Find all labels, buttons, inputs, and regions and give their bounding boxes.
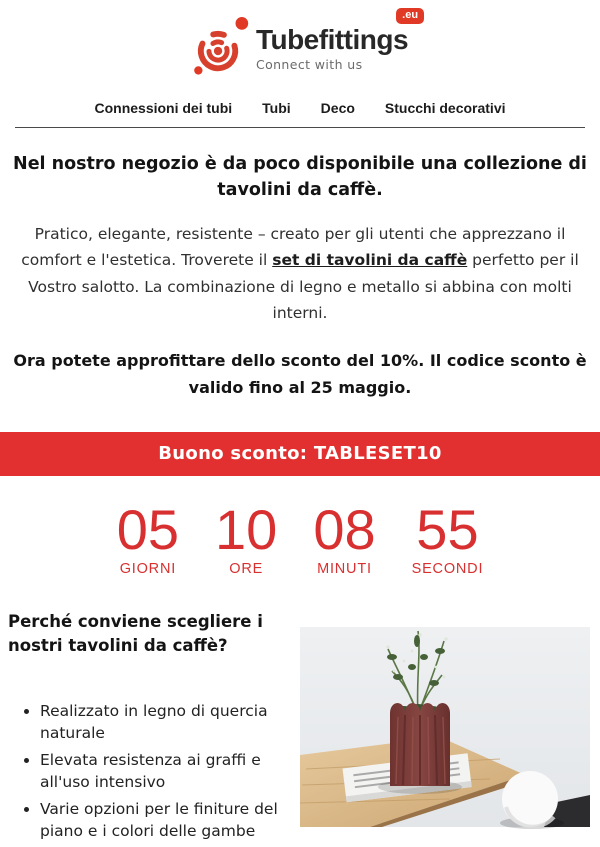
coupon-code-text: Buono sconto: TABLESET10 <box>158 443 442 465</box>
main-nav <box>0 100 600 116</box>
brand-logo-link[interactable] <box>192 9 419 76</box>
countdown-days <box>116 497 180 577</box>
product-photo[interactable] <box>300 627 590 827</box>
brand-wordmark: Tubefittings <box>255 24 409 55</box>
countdown-seconds-value: 55 <box>416 497 479 561</box>
benefits-item: • Realizzato in legno di quercia naturale <box>40 700 294 744</box>
countdown-minutes-label: MINUTI <box>317 560 372 577</box>
nav-item-tubi[interactable]: Tubi <box>262 100 291 116</box>
countdown-seconds-label: SECONDI <box>411 560 484 577</box>
header <box>0 0 600 76</box>
benefits-list <box>8 700 294 842</box>
intro-headline: Nel nostro negozio è da poco disponibile una collezione di tavolini da caffè. <box>13 154 587 201</box>
intro-paragraph <box>12 221 588 328</box>
countdown-minutes-value: 08 <box>313 497 376 561</box>
header-divider <box>15 127 585 128</box>
brand-eu-badge: .eu <box>396 8 424 24</box>
brand-tagline: Connect with us <box>255 57 363 72</box>
countdown-hours-value: 10 <box>215 497 278 561</box>
countdown-seconds <box>411 497 484 577</box>
discount-text: Ora potete approfittare dello sconto del 10%. Il codice sconto è valido fino al 25 maggio. <box>13 351 587 397</box>
benefits-column <box>0 610 300 847</box>
coupon-banner <box>0 432 600 476</box>
intro-paragraph-post: perfetto per il Vostro salotto. La combinazione di legno e metallo si abbina con molti interni. <box>28 251 579 323</box>
benefits-item: • Elevata resistenza ai graffi e all'uso intensivo <box>40 749 294 793</box>
nav-item-stucchi-decorativi[interactable]: Stucchi decorativi <box>384 100 506 116</box>
intro-section <box>12 151 588 402</box>
countdown-days-label: GIORNI <box>119 560 177 577</box>
countdown-minutes <box>313 497 376 577</box>
product-set-link[interactable]: set di tavolini da caffè <box>272 251 468 270</box>
intro-paragraph-pre: Pratico, elegante, resistente – creato per gli utenti che apprezzano il comfort e l'estetica. Troverete il <box>21 224 566 270</box>
photo-column <box>300 610 592 847</box>
nav-item-connessioni-dei-tubi[interactable]: Connessioni dei tubi <box>94 100 233 116</box>
benefits-section <box>0 610 600 847</box>
benefits-item: • Varie opzioni per le finiture del piano e i colori delle gambe <box>40 798 294 842</box>
countdown-timer <box>0 497 600 577</box>
nav-item-deco[interactable]: Deco <box>320 100 355 116</box>
countdown-days-value: 05 <box>116 497 180 561</box>
benefits-title: Perché conviene scegliere i nostri tavolini da caffè? <box>8 611 263 655</box>
brand-logo-text <box>255 9 419 72</box>
countdown-hours <box>215 497 278 577</box>
brand-logo-icon <box>192 16 250 76</box>
countdown-hours-label: ORE <box>229 560 264 577</box>
